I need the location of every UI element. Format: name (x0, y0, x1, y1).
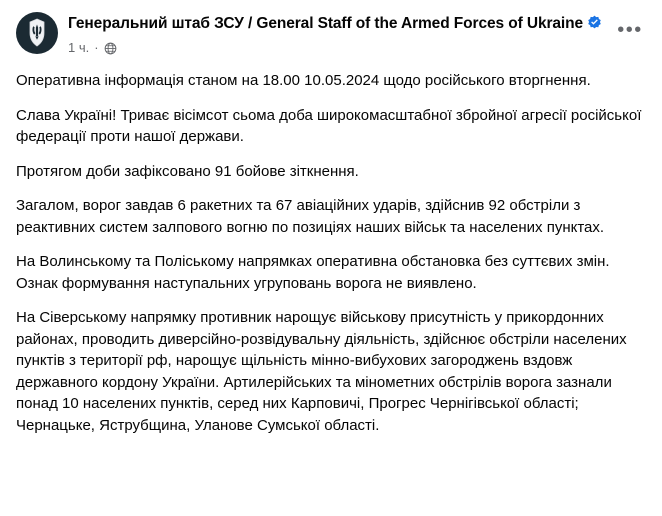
meta-separator: · (94, 40, 99, 55)
post-text (16, 70, 646, 436)
post-author-block (68, 12, 604, 56)
post-paragraph: Слава Україні! Триває вісімсот сьома доба широкомасштабної збройної агресії російської федерації проти нашої держави. (16, 106, 642, 145)
post-paragraph: Оперативна інформація станом на 18.00 10.05.2024 щодо російського вторгнення. (16, 72, 591, 89)
post-more-options-button[interactable]: ••• (617, 19, 643, 41)
page-name-text: Генеральний штаб ЗСУ / General Staff of the Armed Forces of Ukraine (68, 15, 584, 32)
page-name[interactable] (68, 13, 604, 36)
post-paragraph: Протягом доби зафіксовано 91 бойове зіткнення. (16, 162, 359, 180)
post-timestamp[interactable]: 1 ч. (68, 40, 90, 55)
post-meta (68, 40, 604, 56)
avatar[interactable] (16, 12, 58, 54)
post-paragraph: На Сіверському напрямку противник нарощує військову присутність у прикордонних районах, проводить диверсійно-розвідувальну діяльність, здійснює обстріли населених пунктів з території рф, нарощує щільність мінно-вибухових загороджень вздовж державного кордону України. Артилерійських та мінометних обстрілів ворога зазнали понад 10 населених пунктів, серед них Карповичі, Прогрес Чернігівської області; Чернацьке, Яструбщина, Уланове Сумської області. (16, 309, 627, 434)
post-paragraph: Загалом, ворог завдав 6 ракетних та 67 авіаційних ударів, здійснив 92 обстріли з реактивних систем залпового вогню по позиціях наших військ та населених пунктах. (16, 197, 605, 236)
verified-badge-icon (587, 15, 602, 36)
ukraine-trident-emblem-icon (24, 18, 50, 48)
globe-icon[interactable] (104, 42, 117, 55)
post-paragraph: На Волинському та Поліському напрямках оперативна обстановка без суттєвих змін. Ознак формування наступальних угруповань ворога не виявлено. (16, 253, 610, 292)
post-header (16, 12, 646, 56)
